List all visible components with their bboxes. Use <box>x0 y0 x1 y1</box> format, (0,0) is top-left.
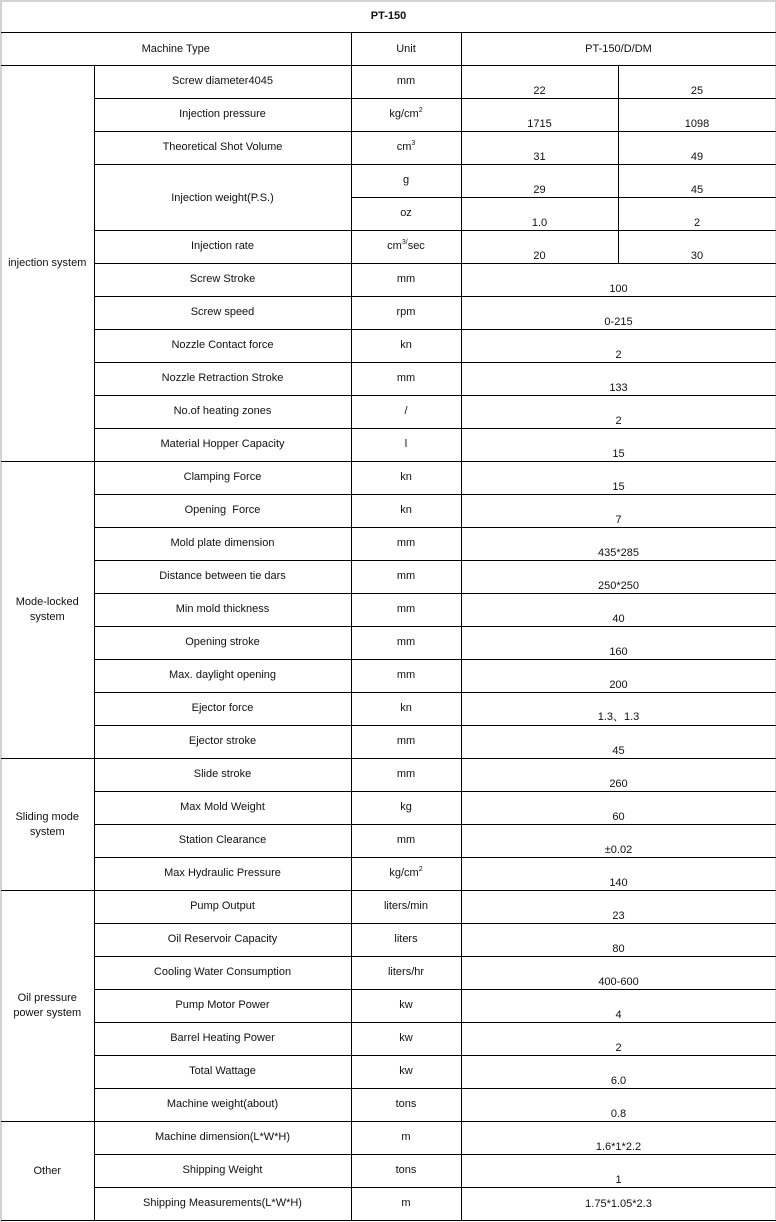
unit-label: rpm <box>351 297 461 330</box>
value-cell: 6.0 <box>461 1056 776 1089</box>
value-cell: 23 <box>461 891 776 924</box>
param-label: Injection pressure <box>94 99 351 132</box>
param-label: Material Hopper Capacity <box>94 429 351 462</box>
unit-label: tons <box>351 1155 461 1188</box>
param-label: Mold plate dimension <box>94 528 351 561</box>
value-cell: 100 <box>461 264 776 297</box>
table-row <box>1 759 776 792</box>
param-label: Screw diameter4045 <box>94 66 351 99</box>
unit-label: mm <box>351 627 461 660</box>
unit-label: kn <box>351 693 461 726</box>
param-label: Max Mold Weight <box>94 792 351 825</box>
unit-label: m <box>351 1188 461 1221</box>
param-label: Nozzle Retraction Stroke <box>94 363 351 396</box>
table-row <box>1 297 776 330</box>
table-row <box>1 891 776 924</box>
table-row <box>1 594 776 627</box>
unit-label: kg <box>351 792 461 825</box>
unit-text-tail: sec <box>407 240 425 252</box>
unit-label <box>351 132 461 165</box>
group-injection-system: injection system <box>1 66 94 462</box>
table-row <box>1 132 776 165</box>
spec-table <box>1 0 776 1221</box>
table-row <box>1 792 776 825</box>
table-row <box>1 330 776 363</box>
unit-label: mm <box>351 528 461 561</box>
table-row <box>1 1155 776 1188</box>
value-cell: 60 <box>461 792 776 825</box>
title-row <box>1 0 776 33</box>
value-cell: 200 <box>461 660 776 693</box>
table-row <box>1 1089 776 1122</box>
unit-superscript: 3 <box>411 140 416 147</box>
param-label: Distance between tie dars <box>94 561 351 594</box>
value-cell: 15 <box>461 462 776 495</box>
param-label: Machine weight(about) <box>94 1089 351 1122</box>
param-label: Injection rate <box>94 231 351 264</box>
table-row <box>1 231 776 264</box>
value-cell: 435*285 <box>461 528 776 561</box>
unit-superscript: 2 <box>418 107 423 114</box>
value-cell: 45 <box>618 165 776 198</box>
param-label: Pump Output <box>94 891 351 924</box>
unit-superscript: 2 <box>418 866 423 873</box>
value-cell: 15 <box>461 429 776 462</box>
table-row <box>1 528 776 561</box>
table-row <box>1 495 776 528</box>
unit-label: liters/hr <box>351 957 461 990</box>
unit-label: mm <box>351 363 461 396</box>
param-label: Oil Reservoir Capacity <box>94 924 351 957</box>
param-label: Screw Stroke <box>94 264 351 297</box>
unit-label: oz <box>351 198 461 231</box>
param-label: Opening Force <box>94 495 351 528</box>
group-other: Other <box>1 1122 94 1221</box>
unit-text: cm <box>387 240 402 252</box>
value-cell: 0.8 <box>461 1089 776 1122</box>
value-cell: 7 <box>461 495 776 528</box>
unit-label: tons <box>351 1089 461 1122</box>
table-row <box>1 462 776 495</box>
unit-label: l <box>351 429 461 462</box>
value-cell: 1 <box>461 1155 776 1188</box>
unit-label: liters/min <box>351 891 461 924</box>
value-cell: 20 <box>461 231 618 264</box>
unit-label: mm <box>351 759 461 792</box>
table-row <box>1 264 776 297</box>
param-label: Opening stroke <box>94 627 351 660</box>
unit-label: kn <box>351 462 461 495</box>
param-label: Total Wattage <box>94 1056 351 1089</box>
unit-label: mm <box>351 66 461 99</box>
table-row <box>1 1188 776 1221</box>
unit-label: mm <box>351 594 461 627</box>
value-cell: 133 <box>461 363 776 396</box>
table-row <box>1 660 776 693</box>
value-cell: 2 <box>461 396 776 429</box>
value-cell: 30 <box>618 231 776 264</box>
table-row <box>1 726 776 759</box>
header-machine-type: Machine Type <box>1 33 351 66</box>
table-row <box>1 363 776 396</box>
param-label: Pump Motor Power <box>94 990 351 1023</box>
unit-label <box>351 858 461 891</box>
unit-superscript: 3/ <box>401 239 408 246</box>
value-cell: 2 <box>618 198 776 231</box>
table-row <box>1 396 776 429</box>
unit-label: g <box>351 165 461 198</box>
unit-text: cm <box>396 141 412 153</box>
value-cell: 0-215 <box>461 297 776 330</box>
param-label: No.of heating zones <box>94 396 351 429</box>
group-oil-pressure-power-system: Oil pressure power system <box>1 891 94 1122</box>
unit-label <box>351 231 461 264</box>
table-row <box>1 66 776 99</box>
param-label: Screw speed <box>94 297 351 330</box>
param-label: Ejector stroke <box>94 726 351 759</box>
param-label: Injection weight(P.S.) <box>94 165 351 231</box>
unit-label: mm <box>351 660 461 693</box>
param-label: Slide stroke <box>94 759 351 792</box>
value-cell: 1715 <box>461 99 618 132</box>
group-sliding-mode-system: Sliding mode system <box>1 759 94 891</box>
table-row <box>1 825 776 858</box>
value-cell: 260 <box>461 759 776 792</box>
value-cell: 400-600 <box>461 957 776 990</box>
unit-label: kw <box>351 1023 461 1056</box>
unit-text: kg/cm <box>389 108 419 120</box>
value-cell: 40 <box>461 594 776 627</box>
value-cell: 1.6*1*2.2 <box>461 1122 776 1155</box>
value-cell: 2 <box>461 1023 776 1056</box>
unit-label: kn <box>351 330 461 363</box>
value-cell: 160 <box>461 627 776 660</box>
param-label: Shipping Weight <box>94 1155 351 1188</box>
table-row <box>1 429 776 462</box>
unit-label: mm <box>351 825 461 858</box>
value-cell: 140 <box>461 858 776 891</box>
table-row <box>1 1122 776 1155</box>
table-row <box>1 165 776 198</box>
value-cell: 4 <box>461 990 776 1023</box>
table-row <box>1 627 776 660</box>
table-row <box>1 693 776 726</box>
unit-label: mm <box>351 264 461 297</box>
table-row <box>1 561 776 594</box>
table-row <box>1 957 776 990</box>
unit-label: kn <box>351 495 461 528</box>
unit-label: liters <box>351 924 461 957</box>
table-row <box>1 1056 776 1089</box>
value-cell: ±0.02 <box>461 825 776 858</box>
value-cell: 31 <box>461 132 618 165</box>
table-title: PT-150 <box>1 0 776 33</box>
header-model: PT-150/D/DM <box>461 33 776 66</box>
value-cell: 2 <box>461 330 776 363</box>
param-label: Max Hydraulic Pressure <box>94 858 351 891</box>
value-cell: 29 <box>461 165 618 198</box>
value-cell: 22 <box>461 66 618 99</box>
unit-label: kw <box>351 1056 461 1089</box>
param-label: Max. daylight opening <box>94 660 351 693</box>
table-row <box>1 99 776 132</box>
group-mode-locked-system: Mode-locked system <box>1 462 94 759</box>
param-label: Ejector force <box>94 693 351 726</box>
param-label: Machine dimension(L*W*H) <box>94 1122 351 1155</box>
param-label: Nozzle Contact force <box>94 330 351 363</box>
unit-label <box>351 99 461 132</box>
value-cell: 25 <box>618 66 776 99</box>
param-label: Barrel Heating Power <box>94 1023 351 1056</box>
value-cell: 1.0 <box>461 198 618 231</box>
value-cell: 1098 <box>618 99 776 132</box>
unit-label: mm <box>351 561 461 594</box>
table-row <box>1 1023 776 1056</box>
unit-label: kw <box>351 990 461 1023</box>
unit-text: kg/cm <box>389 867 419 879</box>
header-unit: Unit <box>351 33 461 66</box>
unit-label: mm <box>351 726 461 759</box>
header-row <box>1 33 776 66</box>
value-cell: 250*250 <box>461 561 776 594</box>
param-label: Min mold thickness <box>94 594 351 627</box>
table-row <box>1 924 776 957</box>
table-row <box>1 858 776 891</box>
value-cell: 1.3、1.3 <box>461 693 776 726</box>
value-cell: 49 <box>618 132 776 165</box>
param-label: Shipping Measurements(L*W*H) <box>94 1188 351 1221</box>
table-row <box>1 990 776 1023</box>
param-label: Station Clearance <box>94 825 351 858</box>
value-cell: 45 <box>461 726 776 759</box>
value-cell: 1.75*1.05*2.3 <box>461 1188 776 1221</box>
param-label: Cooling Water Consumption <box>94 957 351 990</box>
param-label: Theoretical Shot Volume <box>94 132 351 165</box>
unit-label: / <box>351 396 461 429</box>
unit-label: m <box>351 1122 461 1155</box>
param-label: Clamping Force <box>94 462 351 495</box>
value-cell: 80 <box>461 924 776 957</box>
